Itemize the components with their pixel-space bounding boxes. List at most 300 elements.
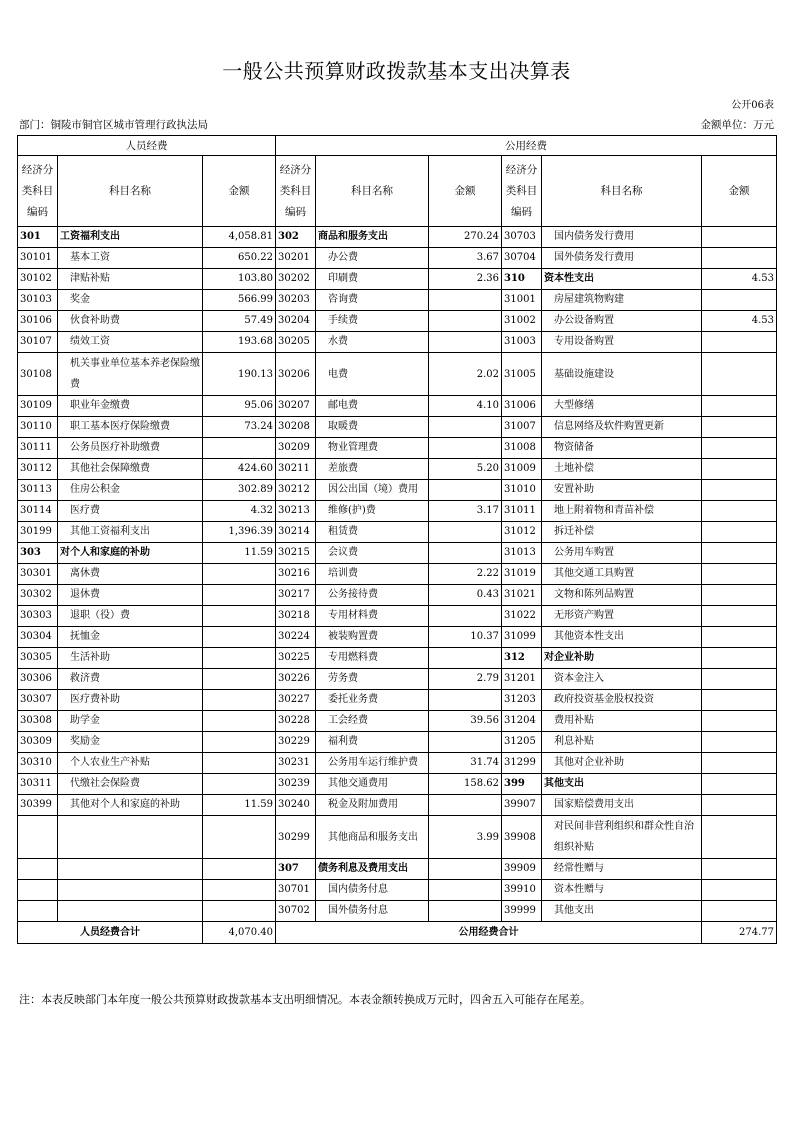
item-name-cell: 住房公积金 [58, 480, 203, 501]
code-cell: 30107 [18, 332, 58, 353]
personnel-total-amount: 4,070.40 [203, 922, 276, 944]
table-row [18, 417, 777, 438]
item-name-cell: 绩效工资 [58, 332, 203, 353]
code-cell: 31001 [502, 290, 542, 311]
table-row [18, 816, 777, 859]
amount-cell [702, 501, 777, 522]
amount-cell [429, 417, 502, 438]
code-cell: 30304 [18, 627, 58, 648]
code-cell: 31013 [502, 543, 542, 564]
item-name-cell: 工资福利支出 [58, 227, 203, 248]
item-name-cell: 福利费 [316, 732, 429, 753]
item-name-cell: 专用材料费 [316, 606, 429, 627]
code-cell: 30199 [18, 522, 58, 543]
item-name-cell: 办公设备购置 [542, 311, 702, 332]
personnel-header: 人员经费 [18, 136, 276, 156]
code-cell: 31022 [502, 606, 542, 627]
item-name-cell: 被装购置费 [316, 627, 429, 648]
amount-cell: 650.22 [203, 248, 276, 269]
table-row [18, 859, 777, 880]
form-number: 公开06表 [731, 100, 774, 111]
item-name-cell: 基本工资 [58, 248, 203, 269]
item-name-cell: 其他对个人和家庭的补助 [58, 795, 203, 816]
code-cell: 30399 [18, 795, 58, 816]
table-row [18, 564, 777, 585]
item-name-cell: 退休费 [58, 585, 203, 606]
code-cell: 31007 [502, 417, 542, 438]
amount-cell [203, 753, 276, 774]
item-name-cell: 安置补助 [542, 480, 702, 501]
item-name-cell: 奖励金 [58, 732, 203, 753]
table-row [18, 543, 777, 564]
amount-cell [429, 648, 502, 669]
item-name-cell: 差旅费 [316, 459, 429, 480]
item-name-cell: 其他资本性支出 [542, 627, 702, 648]
code-cell: 30214 [276, 522, 316, 543]
amount-cell: 2.02 [429, 353, 502, 396]
code-cell: 31008 [502, 438, 542, 459]
code-cell: 30111 [18, 438, 58, 459]
item-name-cell: 助学金 [58, 711, 203, 732]
item-name-cell: 其他工资福利支出 [58, 522, 203, 543]
table-row [18, 711, 777, 732]
item-name-cell: 利息补贴 [542, 732, 702, 753]
amount-cell: 5.20 [429, 459, 502, 480]
amount-cell: 4.53 [702, 311, 777, 332]
code-cell: 31002 [502, 311, 542, 332]
item-name-cell: 公务用车购置 [542, 543, 702, 564]
item-name-cell: 资本金注入 [542, 669, 702, 690]
table-row [18, 627, 777, 648]
code-cell: 31201 [502, 669, 542, 690]
item-name-cell: 资本性支出 [542, 269, 702, 290]
item-name-cell: 邮电费 [316, 396, 429, 417]
table-row [18, 690, 777, 711]
amount-cell [203, 606, 276, 627]
item-name-cell: 工会经费 [316, 711, 429, 732]
amount-cell [702, 438, 777, 459]
amount-cell: 10.37 [429, 627, 502, 648]
code-cell: 39908 [502, 816, 542, 859]
item-name-cell [58, 901, 203, 922]
item-name-cell: 印刷费 [316, 269, 429, 290]
table-row [18, 396, 777, 417]
code-cell: 30299 [276, 816, 316, 859]
item-name-cell [58, 880, 203, 901]
item-name-cell: 对企业补助 [542, 648, 702, 669]
item-name-cell: 咨询费 [316, 290, 429, 311]
item-name-cell [58, 816, 203, 859]
amount-cell: 3.67 [429, 248, 502, 269]
code-cell: 30311 [18, 774, 58, 795]
item-name-cell: 商品和服务支出 [316, 227, 429, 248]
item-name-cell: 职业年金缴费 [58, 396, 203, 417]
code-cell: 399 [502, 774, 542, 795]
code-cell: 39910 [502, 880, 542, 901]
amount-cell: 31.74 [429, 753, 502, 774]
code-cell: 30103 [18, 290, 58, 311]
item-name-cell: 代缴社会保险费 [58, 774, 203, 795]
item-name-cell: 奖金 [58, 290, 203, 311]
item-name-cell: 土地补偿 [542, 459, 702, 480]
amount-cell [702, 585, 777, 606]
amount-cell [429, 438, 502, 459]
amount-cell: 270.24 [429, 227, 502, 248]
item-name-cell: 公务员医疗补助缴费 [58, 438, 203, 459]
amount-cell: 11.59 [203, 543, 276, 564]
table-row [18, 648, 777, 669]
code-cell: 30229 [276, 732, 316, 753]
amount-cell [429, 311, 502, 332]
amount-cell: 3.17 [429, 501, 502, 522]
code-header: 经济分类科目编码 [502, 156, 542, 227]
amount-cell: 158.62 [429, 774, 502, 795]
item-name-cell: 地上附着物和青苗补偿 [542, 501, 702, 522]
amount-cell [203, 627, 276, 648]
table-row [18, 522, 777, 543]
amount-cell [429, 859, 502, 880]
code-header: 经济分类科目编码 [18, 156, 58, 227]
item-name-cell: 伙食补助费 [58, 311, 203, 332]
amount-cell: 4.32 [203, 501, 276, 522]
code-cell: 30113 [18, 480, 58, 501]
code-cell: 31205 [502, 732, 542, 753]
code-cell: 30217 [276, 585, 316, 606]
amount-cell: 57.49 [203, 311, 276, 332]
code-cell: 30228 [276, 711, 316, 732]
code-cell: 31009 [502, 459, 542, 480]
amount-cell: 3.99 [429, 816, 502, 859]
amount-cell [702, 290, 777, 311]
amount-cell: 2.79 [429, 669, 502, 690]
table-row [18, 290, 777, 311]
item-name-cell: 医疗费 [58, 501, 203, 522]
code-cell: 31012 [502, 522, 542, 543]
code-cell: 30205 [276, 332, 316, 353]
item-name-cell: 救济费 [58, 669, 203, 690]
name-header: 科目名称 [316, 156, 429, 227]
amount-cell [203, 585, 276, 606]
item-name-cell: 无形资产购置 [542, 606, 702, 627]
item-name-cell: 手续费 [316, 311, 429, 332]
table-row [18, 311, 777, 332]
code-cell: 30239 [276, 774, 316, 795]
code-cell [18, 880, 58, 901]
amount-cell [702, 795, 777, 816]
code-cell: 31299 [502, 753, 542, 774]
item-name-cell: 职工基本医疗保险缴费 [58, 417, 203, 438]
item-name-cell: 其他支出 [542, 901, 702, 922]
item-name-cell: 其他商品和服务支出 [316, 816, 429, 859]
amount-cell: 39.56 [429, 711, 502, 732]
public-total-label: 公用经费合计 [276, 922, 702, 944]
amount-cell [702, 774, 777, 795]
amount-cell [702, 627, 777, 648]
code-cell: 39909 [502, 859, 542, 880]
item-name-cell: 生活补助 [58, 648, 203, 669]
item-name-cell: 国内债务发行费用 [542, 227, 702, 248]
code-cell: 30305 [18, 648, 58, 669]
code-cell: 30102 [18, 269, 58, 290]
amount-cell: 193.68 [203, 332, 276, 353]
item-name-cell: 离休费 [58, 564, 203, 585]
code-cell: 31011 [502, 501, 542, 522]
table-row [18, 269, 777, 290]
code-cell: 31006 [502, 396, 542, 417]
amount-cell [429, 690, 502, 711]
code-cell [18, 859, 58, 880]
amount-cell [203, 564, 276, 585]
amount-cell [702, 816, 777, 859]
code-cell: 31099 [502, 627, 542, 648]
table-body [18, 227, 777, 922]
table-row [18, 480, 777, 501]
item-name-cell: 津贴补贴 [58, 269, 203, 290]
amount-cell [702, 564, 777, 585]
item-name-cell: 个人农业生产补贴 [58, 753, 203, 774]
code-cell: 30208 [276, 417, 316, 438]
table-row [18, 248, 777, 269]
amount-cell: 11.59 [203, 795, 276, 816]
item-name-cell: 物业管理费 [316, 438, 429, 459]
table-row [18, 774, 777, 795]
amount-cell: 424.60 [203, 459, 276, 480]
item-name-cell: 税金及附加费用 [316, 795, 429, 816]
amount-cell: 2.22 [429, 564, 502, 585]
amount-cell: 1,396.39 [203, 522, 276, 543]
code-cell: 30308 [18, 711, 58, 732]
amount-header: 金额 [203, 156, 276, 227]
amount-cell [702, 332, 777, 353]
amount-cell [203, 669, 276, 690]
code-cell: 30216 [276, 564, 316, 585]
amount-cell [203, 880, 276, 901]
item-name-cell: 资本性赠与 [542, 880, 702, 901]
code-cell: 30309 [18, 732, 58, 753]
amount-cell: 95.06 [203, 396, 276, 417]
code-cell: 30701 [276, 880, 316, 901]
amount-cell: 103.80 [203, 269, 276, 290]
table-row [18, 795, 777, 816]
code-cell: 30206 [276, 353, 316, 396]
code-cell: 30218 [276, 606, 316, 627]
code-cell: 30209 [276, 438, 316, 459]
code-cell: 39907 [502, 795, 542, 816]
table-row [18, 880, 777, 901]
code-cell: 30202 [276, 269, 316, 290]
amount-cell [429, 290, 502, 311]
code-cell: 30224 [276, 627, 316, 648]
code-cell: 30306 [18, 669, 58, 690]
code-cell: 30212 [276, 480, 316, 501]
amount-cell [702, 859, 777, 880]
amount-cell [702, 901, 777, 922]
item-name-cell: 劳务费 [316, 669, 429, 690]
item-name-cell: 公务接待费 [316, 585, 429, 606]
table-row [18, 753, 777, 774]
code-cell: 30204 [276, 311, 316, 332]
amount-cell [702, 480, 777, 501]
amount-header: 金额 [702, 156, 777, 227]
code-cell: 31203 [502, 690, 542, 711]
amount-cell [702, 648, 777, 669]
amount-cell: 4.53 [702, 269, 777, 290]
code-cell: 30231 [276, 753, 316, 774]
code-cell [18, 901, 58, 922]
code-cell: 30704 [502, 248, 542, 269]
amount-cell: 190.13 [203, 353, 276, 396]
amount-cell [702, 606, 777, 627]
amount-cell [203, 690, 276, 711]
amount-cell [702, 396, 777, 417]
table-row [18, 438, 777, 459]
code-cell: 30106 [18, 311, 58, 332]
amount-cell [429, 732, 502, 753]
amount-cell: 4,058.81 [203, 227, 276, 248]
item-name-cell: 退职（役）费 [58, 606, 203, 627]
amount-cell [702, 880, 777, 901]
code-cell: 30240 [276, 795, 316, 816]
item-name-cell: 水费 [316, 332, 429, 353]
item-name-cell: 其他对企业补助 [542, 753, 702, 774]
item-name-cell: 医疗费补助 [58, 690, 203, 711]
item-name-cell: 信息网络及软件购置更新 [542, 417, 702, 438]
item-name-cell: 基础设施建设 [542, 353, 702, 396]
amount-cell [203, 901, 276, 922]
code-cell: 30207 [276, 396, 316, 417]
amount-cell [203, 774, 276, 795]
code-cell: 31010 [502, 480, 542, 501]
code-cell: 30114 [18, 501, 58, 522]
item-name-cell: 维修(护)费 [316, 501, 429, 522]
code-cell: 30213 [276, 501, 316, 522]
amount-cell: 73.24 [203, 417, 276, 438]
amount-cell [702, 732, 777, 753]
amount-cell: 0.43 [429, 585, 502, 606]
item-name-cell: 国外债务付息 [316, 901, 429, 922]
code-cell: 31019 [502, 564, 542, 585]
item-name-cell: 大型修缮 [542, 396, 702, 417]
code-cell: 30310 [18, 753, 58, 774]
item-name-cell: 拆迁补偿 [542, 522, 702, 543]
code-cell: 30211 [276, 459, 316, 480]
amount-cell [429, 880, 502, 901]
item-name-cell: 取暖费 [316, 417, 429, 438]
item-name-cell: 培训费 [316, 564, 429, 585]
item-name-cell: 因公出国（境）费用 [316, 480, 429, 501]
amount-cell [429, 543, 502, 564]
amount-cell [429, 606, 502, 627]
amount-cell [702, 459, 777, 480]
amount-cell [203, 859, 276, 880]
amount-cell: 302.89 [203, 480, 276, 501]
table-row [18, 227, 777, 248]
amount-cell [702, 669, 777, 690]
amount-cell [702, 753, 777, 774]
amount-cell [203, 732, 276, 753]
code-cell: 31021 [502, 585, 542, 606]
code-cell: 30225 [276, 648, 316, 669]
table-row [18, 501, 777, 522]
code-cell: 31003 [502, 332, 542, 353]
public-header: 公用经费 [276, 136, 777, 156]
code-cell: 39999 [502, 901, 542, 922]
amount-cell [429, 480, 502, 501]
amount-cell [203, 648, 276, 669]
code-cell: 310 [502, 269, 542, 290]
amount-cell [203, 438, 276, 459]
code-cell [18, 816, 58, 859]
item-name-cell: 国内债务付息 [316, 880, 429, 901]
item-name-cell: 对个人和家庭的补助 [58, 543, 203, 564]
unit-label: 金额单位：万元 [700, 119, 774, 131]
table-row [18, 901, 777, 922]
code-cell: 30303 [18, 606, 58, 627]
amount-cell [702, 248, 777, 269]
item-name-cell: 专用燃料费 [316, 648, 429, 669]
code-cell: 301 [18, 227, 58, 248]
amount-header: 金额 [429, 156, 502, 227]
personnel-total-label: 人员经费合计 [18, 922, 203, 944]
amount-cell [702, 690, 777, 711]
item-name-cell: 办公费 [316, 248, 429, 269]
item-name-cell: 其他交通费用 [316, 774, 429, 795]
code-cell: 307 [276, 859, 316, 880]
item-name-cell: 经常性赠与 [542, 859, 702, 880]
item-name-cell: 电费 [316, 353, 429, 396]
code-cell: 31204 [502, 711, 542, 732]
footnote: 注：本表反映部门本年度一般公共预算财政拨款基本支出明细情况。本表金额转换成万元时，四舍五入可能存在尾差。 [19, 993, 591, 1006]
code-header: 经济分类科目编码 [276, 156, 316, 227]
code-cell: 30302 [18, 585, 58, 606]
item-name-cell: 物资储备 [542, 438, 702, 459]
code-cell: 30215 [276, 543, 316, 564]
table-row [18, 332, 777, 353]
item-name-cell: 机关事业单位基本养老保险缴费 [58, 353, 203, 396]
table-row [18, 585, 777, 606]
table-row [18, 459, 777, 480]
item-name-cell: 国外债务发行费用 [542, 248, 702, 269]
amount-cell: 4.10 [429, 396, 502, 417]
item-name-cell: 委托业务费 [316, 690, 429, 711]
amount-cell [702, 711, 777, 732]
item-name-cell: 对民间非营利组织和群众性自治组织补贴 [542, 816, 702, 859]
code-cell: 30109 [18, 396, 58, 417]
amount-cell [203, 816, 276, 859]
code-cell: 30110 [18, 417, 58, 438]
table-row [18, 353, 777, 396]
code-cell: 30201 [276, 248, 316, 269]
item-name-cell: 政府投资基金股权投资 [542, 690, 702, 711]
amount-cell [203, 711, 276, 732]
amount-cell [702, 353, 777, 396]
item-name-cell: 国家赔偿费用支出 [542, 795, 702, 816]
public-total-amount: 274.77 [702, 922, 777, 944]
table-row [18, 606, 777, 627]
item-name-cell [58, 859, 203, 880]
amount-cell [429, 332, 502, 353]
code-cell: 30307 [18, 690, 58, 711]
code-cell: 303 [18, 543, 58, 564]
item-name-cell: 费用补贴 [542, 711, 702, 732]
code-cell: 30703 [502, 227, 542, 248]
item-name-cell: 抚恤金 [58, 627, 203, 648]
name-header: 科目名称 [58, 156, 203, 227]
item-name-cell: 公务用车运行维护费 [316, 753, 429, 774]
amount-cell [702, 227, 777, 248]
item-name-cell: 房屋建筑物购建 [542, 290, 702, 311]
amount-cell [429, 522, 502, 543]
